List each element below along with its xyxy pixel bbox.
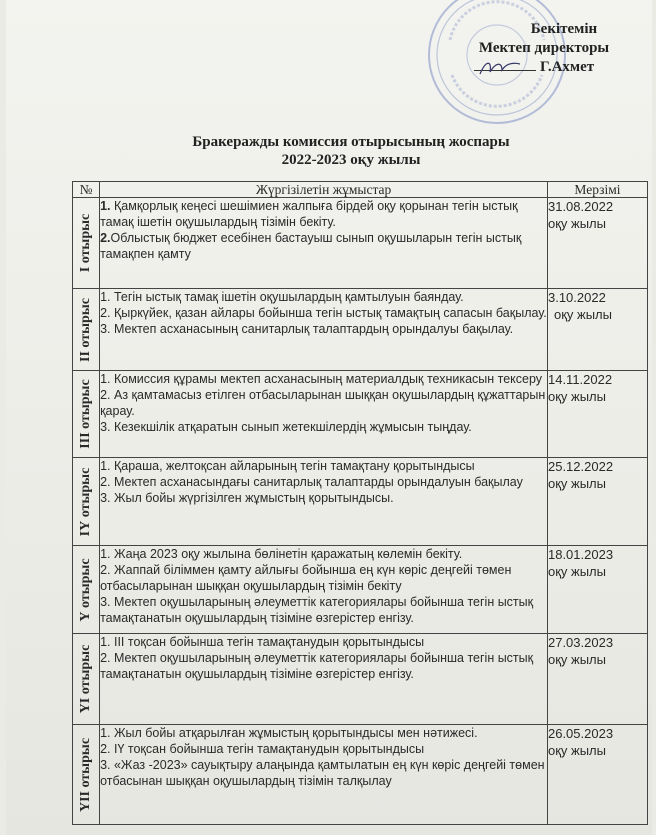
works-cell <box>100 289 548 371</box>
work-item <box>100 230 547 262</box>
deadline-year: оқу жылы <box>547 389 606 404</box>
table-row <box>73 371 648 458</box>
works-cell <box>100 371 548 458</box>
meeting-label: ІІІ отырыс <box>78 379 94 449</box>
document-subtitle: 2022-2023 оқу жылы <box>281 152 421 168</box>
header-number: № <box>73 182 100 198</box>
plan-table <box>72 181 648 825</box>
deadline-cell <box>547 546 647 634</box>
deadline-date: 27.03.2023 <box>547 635 614 650</box>
meeting-label-cell <box>73 458 100 546</box>
deadline-cell <box>547 725 647 825</box>
deadline-cell <box>547 289 647 371</box>
meeting-label-cell <box>73 371 100 458</box>
meeting-label-cell <box>73 725 100 825</box>
work-item-number: 2. <box>100 231 111 245</box>
works-cell <box>100 546 548 634</box>
work-item: 3. Мектеп асханасының санитарлық талаптардың орындалуы бақылау. <box>100 322 514 336</box>
work-item-number: 1. <box>100 199 111 213</box>
document-page <box>6 0 652 835</box>
works-cell <box>100 458 548 546</box>
meeting-label-cell <box>73 289 100 371</box>
work-item: 3. Жыл бойы жүргізілген жұмыстың қорытындысы. <box>100 491 394 505</box>
table-row <box>73 198 648 289</box>
deadline-year: оқу жылы <box>547 743 606 758</box>
table-header-row <box>73 182 648 198</box>
work-item: 2. Аз қамтамасыз етілген отбасыларынан шыққан оқушылардың құжаттарын қарау. <box>100 388 546 418</box>
header-deadline: Мерзімі <box>547 182 647 198</box>
table-row <box>73 546 648 634</box>
meeting-label: ІҮ отырыс <box>78 467 94 536</box>
meeting-label: ҮІІ отырыс <box>78 737 94 812</box>
header-works: Жүргізілетін жұмыстар <box>100 182 548 198</box>
work-item: 2. Мектеп оқушыларының әлеуметтік категориялары бойынша тегін ыстық тамақтанатын оқушылардың тізіміне өзгерістер енгізу. <box>100 651 534 681</box>
works-cell <box>100 634 548 725</box>
work-item: 1. Жыл бойы атқарылған жұмыстың қорытындысы мен нәтижесі. <box>100 726 478 740</box>
works-cell <box>100 198 548 289</box>
approval-position: Мектеп директоры <box>478 40 610 56</box>
meeting-label: Ү отырыс <box>78 557 94 622</box>
deadline-date: 18.01.2023 <box>547 547 614 562</box>
handwritten-signature <box>476 56 526 80</box>
meeting-label-cell <box>73 198 100 289</box>
work-item: 3. Кезекшілік атқаратын сынып жетекшілердің жұмысын тыңдау. <box>100 420 472 434</box>
work-item: 2. Қыркүйек, қазан айлары бойынша тегін ыстық тамақтың сапасын бақылау. <box>100 306 547 320</box>
work-item: 2. Мектеп асханасындағы санитарлық талаптарды орындалуын бақылау <box>100 475 523 489</box>
work-item <box>100 198 547 230</box>
deadline-date: 14.11.2022 <box>547 372 613 387</box>
works-cell <box>100 725 548 825</box>
work-item-text: Облыстық бюджет есебінен бастауыш сынып оқушыларын тегін ыстық тамақпен қамту <box>100 231 522 261</box>
work-item: 1. ІІІ тоқсан бойынша тегін тамақтанудын қорытындысы <box>100 635 425 649</box>
approval-title: Бекітемін <box>530 21 598 37</box>
deadline-cell <box>547 371 647 458</box>
table-row <box>73 289 648 371</box>
work-item-text: Қамқорлық кеңесі шешімиен жалпыға бірдей оқу қорынан тегін ыстық тамақ ішетін оқушылардың тізімін бекіту. <box>100 199 518 229</box>
deadline-date: 3.10.2022 <box>547 290 606 305</box>
approval-name: Г.Ахмет <box>540 59 595 75</box>
deadline-date: 31.08.2022 <box>547 199 614 214</box>
work-item: 3. Мектеп оқушыларының әлеуметтік категориялары бойынша тегін ыстық тамақтанатын оқушылардың тізіміне өзгерістер енгізу. <box>100 595 534 625</box>
meeting-label: ҮІ отырыс <box>78 644 94 714</box>
work-item: 2. ІҮ тоқсан бойынша тегін тамақтанудын қорытындысы <box>100 742 425 756</box>
deadline-year: оқу жылы <box>547 652 606 667</box>
deadline-cell <box>547 198 647 289</box>
work-item: 1. Қараша, желтоқсан айларының тегін тамақтану қорытындысы <box>100 459 475 473</box>
meeting-label-cell <box>73 634 100 725</box>
work-item: 1. Жаңа 2023 оқу жылына бөлінетін қаражатың көлемін бекіту. <box>100 547 463 561</box>
deadline-year: оқу жылы <box>547 216 606 231</box>
deadline-date: 26.05.2023 <box>547 726 614 741</box>
table-row <box>73 458 648 546</box>
meeting-label: І отырыс <box>78 213 94 273</box>
table-row <box>73 634 648 725</box>
work-item: 1. Комиссия құрамы мектеп асханасының материалдық техникасын тексеру <box>100 372 543 386</box>
work-item: 2. Жаппай біліммен қамту айлығы бойынша ең күн көріс деңгейі төмен отбасыларынан шыққан оқушылардың тізімін бекіту <box>100 563 512 593</box>
work-item: 1. Тегін ыстық тамақ ішетін оқушылардың қамтылуын баяндау. <box>100 290 464 304</box>
table-row <box>73 725 648 825</box>
work-item: 3. «Жаз -2023» сауықтыру алаңында қамтылатын ең күн көріс деңгейі төмен отбасынан шыққан оқушылардың тізімін талқылау <box>100 758 545 788</box>
meeting-label: ІІ отырыс <box>78 297 94 362</box>
deadline-cell <box>547 458 647 546</box>
meeting-label-cell <box>73 546 100 634</box>
document-title: Бракеражды комиссия отырысының жоспары <box>192 134 510 150</box>
deadline-date: 25.12.2022 <box>547 459 614 474</box>
deadline-year: оқу жылы <box>547 564 606 579</box>
deadline-year: оқу жылы <box>547 476 606 491</box>
deadline-cell <box>547 634 647 725</box>
deadline-year: оқу жылы <box>553 307 612 322</box>
